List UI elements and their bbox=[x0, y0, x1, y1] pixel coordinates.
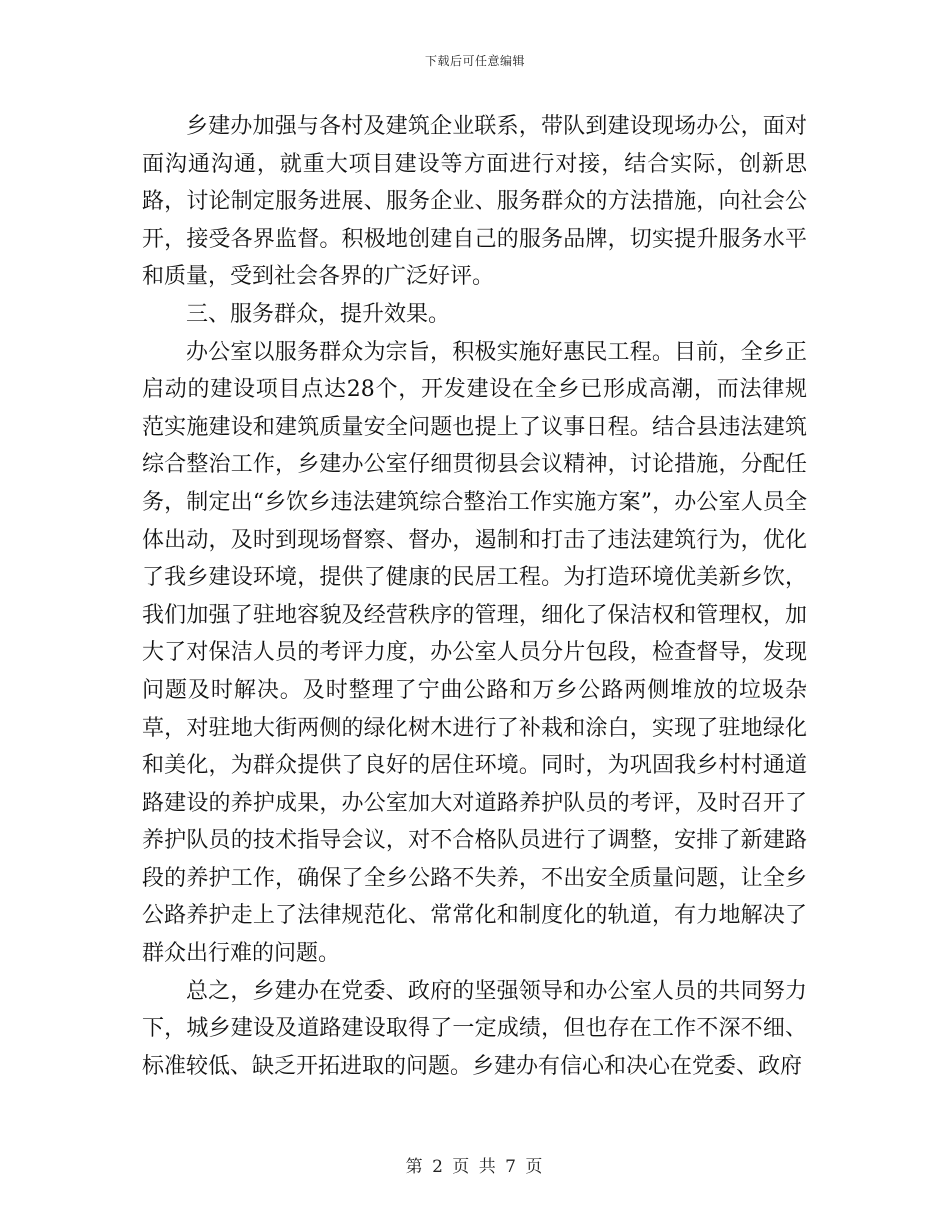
section-heading: 三、服务群众，提升效果。 bbox=[186, 301, 451, 327]
page-header-note: 下载后可任意编辑 bbox=[424, 54, 525, 68]
page-number-footer: 第 2 页 共 7 页 bbox=[405, 1157, 545, 1177]
paragraph-2: 办公室以服务群众为宗旨，积极实施好惠民工程。目前，全乡正启动的建设项目点达28个，开发建设在全乡已形成高潮，而法律规范实施建设和建筑质量安全问题也提上了议事日程。结合县违法建筑综合整治工作，乡建办公室仔细贯彻县会议精神，讨论措施，分配任务，制定出“乡饮乡违法建筑综合整治工作实施方案”，办公室人员全体出动，及时到现场督察、督办，遏制和打击了违法建筑行为，优化了我乡建设环境，提供了健康的民居工程。为打造环境优美新乡饮，我们加强了驻地容貌及经营秩序的管理，细化了保洁权和管理权，加大了对保洁人员的考评力度，办公室人员分片包段，检查督导，发现问题及时解决。及时整理了宁曲公路和万乡公路两侧堆放的垃圾杂草，对驻地大街两侧的绿化树木进行了补栽和涂白，实现了驻地绿化和美化，为群众提供了良好的居住环境。同时，为巩固我乡村村通道路建设的养护成果，办公室加大对道路养护队员的考评，及时召开了养护队员的技术指导会议，对不合格队员进行了调整，安排了新建路段的养护工作，确保了全乡公路不失养，不出安全质量问题，让全乡公路养护走上了法律规范化、常常化和制度化的轨道，有力地解决了群众出行难的问题。 bbox=[142, 339, 807, 967]
document-body bbox=[142, 108, 807, 1085]
paragraph-3: 总之，乡建办在党委、政府的坚强领导和办公室人员的共同努力下，城乡建设及道路建设取得了一定成绩，但也存在工作不深不细、标准较低、缺乏开拓进取的问题。乡建办有信心和决心在党委、政府 bbox=[142, 978, 807, 1079]
paragraph-1: 乡建办加强与各村及建筑企业联系，带队到建设现场办公，面对面沟通沟通，就重大项目建设等方面进行对接，结合实际，创新思路，讨论制定服务进展、服务企业、服务群众的方法措施，向社会公开，接受各界监督。积极地创建自己的服务品牌，切实提升服务水平和质量，受到社会各界的广泛好评。 bbox=[142, 114, 807, 290]
